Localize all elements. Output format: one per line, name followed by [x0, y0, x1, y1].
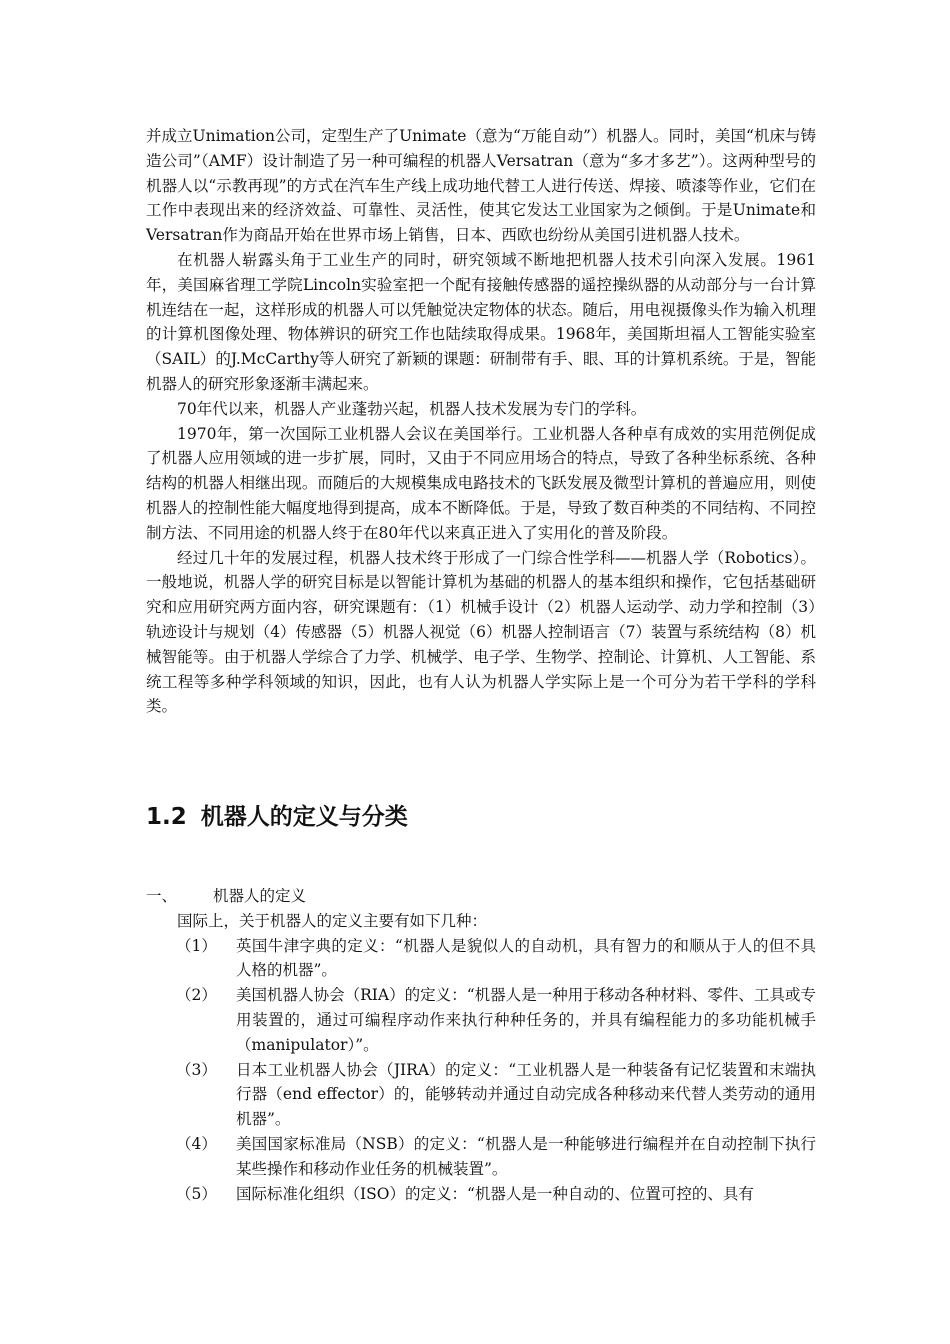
subsection-heading: [146, 884, 816, 909]
list-item-text: 国际标准化组织（ISO）的定义：“机器人是一种自动的、位置可控的、具有: [236, 1184, 754, 1203]
list-item: [146, 934, 816, 984]
list-item: [146, 1058, 816, 1132]
definition-list: [146, 934, 816, 1207]
list-item-marker: （2）: [176, 986, 217, 1005]
paragraph: 在机器人崭露头角于工业生产的同时，研究领域不断地把机器人技术引向深入发展。1961年，美国麻省理工学院Lincoln实验室把一个配有接触传感器的遥控操纵器的从动部分与一台计算机连结在一起，这样形成的机器人可以凭触觉决定物体的状态。随后，用电视摄像头作为输入机理的计算机图像处理、物体辨识的研究工作也陆续取得成果。1968年，美国斯坦福人工智能实验室（SAIL）的J.McCarthy等人研究了新颖的课题：研制带有手、眼、耳的计算机系统。于是，智能机器人的研究形象逐渐丰满起来。: [146, 250, 816, 393]
paragraph: 经过几十年的发展过程，机器人技术终于形成了一门综合性学科——机器人学（Robotics）。一般地说，机器人学的研究目标是以智能计算机为基础的机器人的基本组织和操作，它包括基础研究和应用研究两方面内容，研究课题有：（1）机械手设计（2）机器人运动学、动力学和控制（3）轨迹设计与规划（4）传感器（5）机器人视觉（6）机器人控制语言（7）装置与系统结构（8）机械智能等。由于机器人学综合了力学、机械学、电子学、生物学、控制论、计算机、人工智能、系统工程等多种学科领域的知识，因此，也有人认为机器人学实际上是一个可分为若干学科的学科类。: [146, 548, 816, 716]
list-item: [146, 983, 816, 1057]
section-heading: [146, 800, 408, 834]
section-number: 1.2: [146, 804, 187, 830]
list-item-marker: （4）: [176, 1134, 217, 1153]
subsection-marker: 一、: [146, 887, 178, 905]
list-item-text: 美国机器人协会（RIA）的定义：“机器人是一种用于移动各种材料、零件、工具或专用装置的，通过可编程序动作来执行种种任务的，并具有编程能力的多功能机械手（manipulator）”。: [236, 986, 816, 1054]
subsection-title: 机器人的定义: [213, 887, 307, 905]
list-item-marker: （1）: [176, 936, 217, 955]
paragraph: 70年代以来，机器人产业蓬勃兴起，机器人技术发展为专门的学科。: [177, 399, 647, 418]
list-item-marker: （3）: [176, 1060, 217, 1079]
list-item-marker: （5）: [176, 1184, 217, 1203]
list-item-text: 英国牛津字典的定义：“机器人是貌似人的自动机，具有智力的和顺从于人的但不具人格的机器”。: [236, 936, 816, 980]
body-text: [146, 124, 816, 719]
section-title: 机器人的定义与分类: [200, 804, 408, 830]
list-item: [146, 1132, 816, 1182]
list-item: [146, 1182, 816, 1207]
paragraph: 并成立Unimation公司，定型生产了Unimate（意为“万能自动”）机器人。同时，美国“机床与铸造公司”（AMF）设计制造了另一种可编程的机器人Versatran（意为“多才多艺”）。这两种型号的机器人以“示教再现”的方式在汽车生产线上成功地代替工人进行传送、焊接、喷漆等作业，它们在工作中表现出来的经济效益、可靠性、灵活性，使其它发达工业国家为之倾倒。于是Unimate和Versatran作为商品开始在世界市场上销售，日本、西欧也纷纷从美国引进机器人技术。: [146, 127, 816, 245]
list-item-text: 日本工业机器人协会（JIRA）的定义：“工业机器人是一种装备有记忆装置和末端执行器（end effector）的，能够转动并通过自动完成各种移动来代替人类劳动的通用机器”。: [236, 1060, 816, 1129]
definition-section: [146, 884, 816, 1206]
list-item-text: 美国国家标准局（NSB）的定义：“机器人是一种能够进行编程并在自动控制下执行某些操作和移动作业任务的机械装置”。: [236, 1134, 816, 1178]
paragraph: 1970年，第一次国际工业机器人会议在美国举行。工业机器人各种卓有成效的实用范例促成了机器人应用领域的进一步扩展，同时，又由于不同应用场合的特点，导致了各种坐标系统、各种结构的机器人相继出现。而随后的大规模集成电路技术的飞跃发展及微型计算机的普遍应用，则使机器人的控制性能大幅度地得到提高，成本不断降低。于是，导致了数百种类的不同结构、不同控制方法、不同用途的机器人终于在80年代以来真正进入了实用化的普及阶段。: [146, 424, 816, 542]
subsection-intro: 国际上，关于机器人的定义主要有如下几种：: [177, 911, 488, 930]
